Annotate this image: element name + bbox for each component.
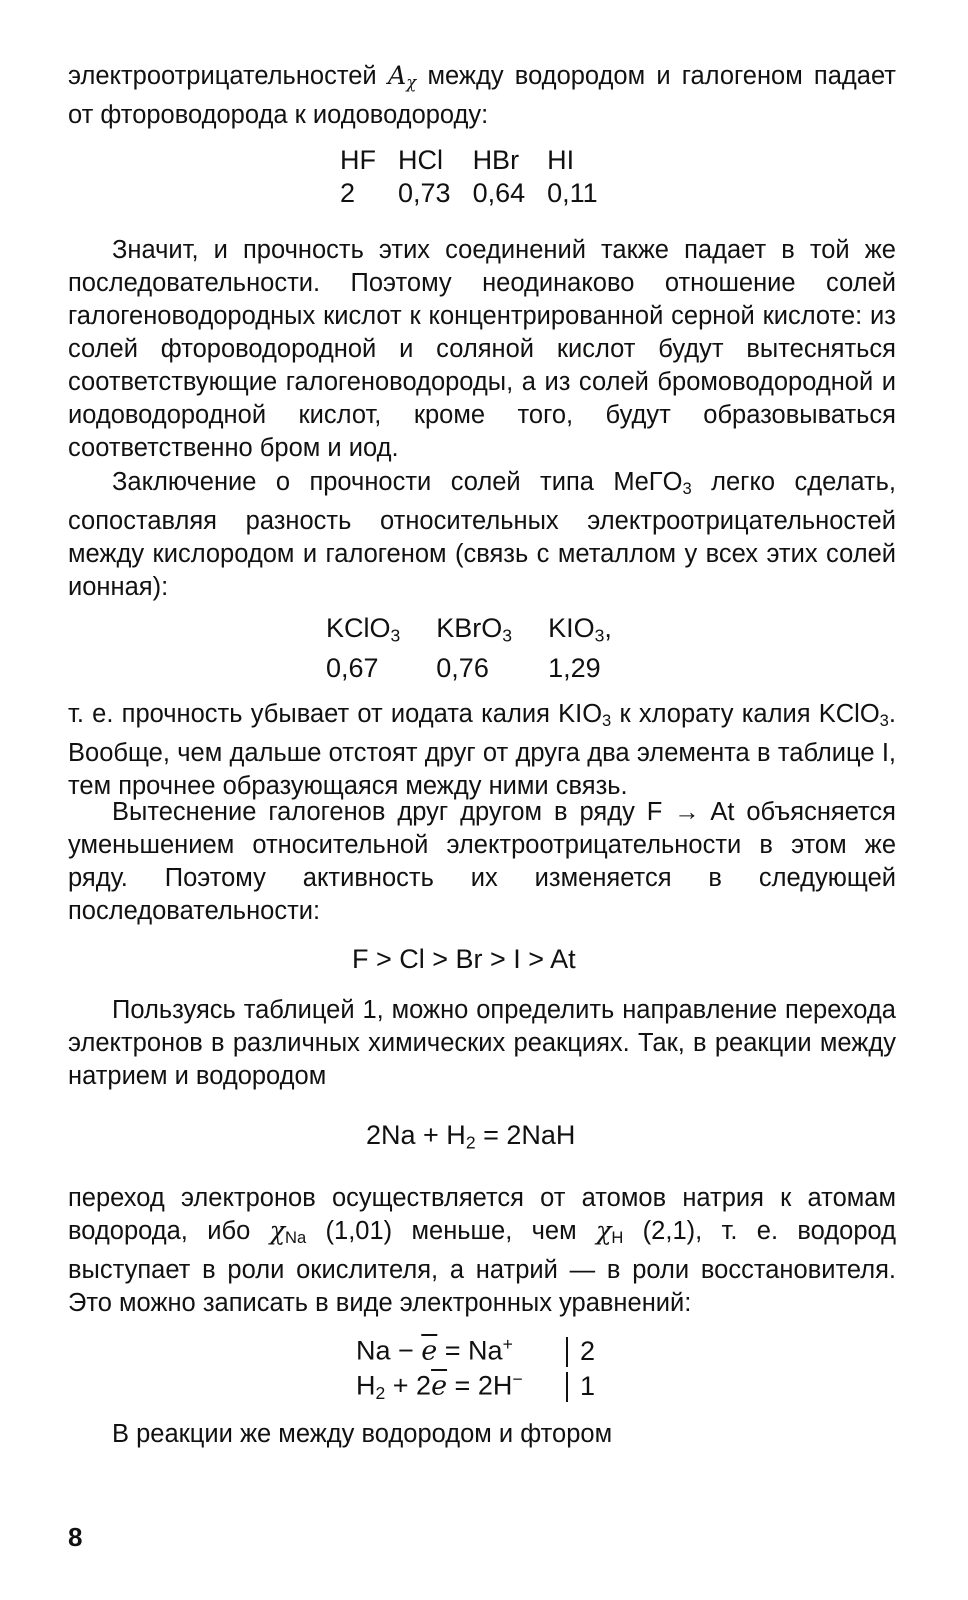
p4-subscript: 3 bbox=[602, 711, 612, 731]
hydrogen-halides-table bbox=[340, 144, 620, 210]
coefficient-divider bbox=[566, 1337, 568, 1367]
p3-text-after: легко сделать, сопоставляя разность относительных электроотрицательностей между кислородом и галогеном (связь с металлом у всех этих солей ионная): bbox=[68, 468, 896, 602]
paragraph-6: Пользуясь таблицей 1, можно определить направление перехода электронов в различных химических реакциях. Так, в реакции между натрием и водородом bbox=[68, 996, 896, 1090]
electron-equation bbox=[356, 1369, 566, 1404]
p7-text: (1,01) меньше, чем bbox=[306, 1217, 596, 1245]
charge-superscript: + bbox=[502, 1334, 513, 1354]
table-header-cell: HCl bbox=[398, 145, 443, 175]
table-value-cell: 1,29 bbox=[548, 653, 601, 684]
p7-text: (2,1), т. е. водород выступает в роли окислителя, а натрий — в роли восстановителя. Это можно записать в виде электронных уравнений: bbox=[68, 1217, 897, 1318]
table-value-cell: 0,64 bbox=[472, 178, 526, 208]
table-header-cell: HBr bbox=[472, 145, 520, 175]
paragraph-5 bbox=[68, 796, 896, 928]
p3-text: Заключение о прочности солей типа MeГO bbox=[112, 468, 683, 496]
table-value-cell: 0,11 bbox=[547, 178, 598, 208]
p4-text: к хлорату калия KClO bbox=[611, 700, 880, 728]
table-value-cell: 0,73 bbox=[398, 178, 451, 208]
paragraph-4 bbox=[68, 698, 896, 803]
eq-subscript: 2 bbox=[375, 1383, 386, 1404]
paragraph-1 bbox=[68, 60, 896, 132]
table-value-cell: 0,67 bbox=[326, 653, 379, 684]
charge-superscript: − bbox=[512, 1369, 523, 1389]
formula-cell bbox=[326, 612, 436, 652]
chi-subscript: H bbox=[611, 1228, 624, 1248]
p1-text-after: между водородом и галогеном падает от фтороводорода к иодоводороду: bbox=[68, 62, 896, 130]
electronegativity-subscript: χ bbox=[406, 73, 417, 93]
p4-subscript: 3 bbox=[879, 711, 889, 731]
reaction-left: 2Na + H bbox=[366, 1120, 466, 1150]
formula-subscript: 3 bbox=[502, 625, 513, 646]
table-row bbox=[340, 144, 620, 177]
electron-symbol: $\overline{e}$ bbox=[421, 1335, 438, 1367]
electron-equation-row bbox=[356, 1334, 595, 1369]
formula-cell bbox=[548, 612, 634, 652]
p7-text: переход электронов осуществляется от атомов натрия к атомам водорода, ибо bbox=[68, 1184, 896, 1245]
paragraph-7 bbox=[68, 1182, 896, 1320]
reaction-subscript: 2 bbox=[465, 1132, 476, 1153]
table-header-cell: HI bbox=[547, 145, 575, 175]
formula-subscript: 3 bbox=[594, 625, 605, 646]
table-row bbox=[340, 177, 620, 210]
p4-text: . Вообще, чем дальше отстоят друг от друга два элемента в таблице I, тем прочнее образующаяся между ними связь. bbox=[68, 700, 896, 801]
electron-equation-row bbox=[356, 1369, 595, 1404]
eq-part: Na − bbox=[356, 1335, 422, 1366]
table-header-cell: HF bbox=[340, 145, 376, 175]
chi-symbol: χ bbox=[595, 1216, 612, 1246]
formula-cell bbox=[436, 612, 548, 652]
electron-symbol: $\overline{e}$ bbox=[431, 1370, 448, 1402]
coefficient: 1 bbox=[580, 1370, 596, 1401]
electronegativity-symbol: A bbox=[387, 61, 407, 91]
salts-table bbox=[326, 612, 634, 685]
chi-subscript: Na bbox=[285, 1228, 307, 1248]
chi-symbol: χ bbox=[269, 1216, 286, 1246]
coefficient: 2 bbox=[580, 1335, 596, 1366]
reaction-right: = 2NaH bbox=[475, 1120, 576, 1150]
coefficient-divider bbox=[566, 1372, 568, 1402]
table-value-cell: 2 bbox=[340, 178, 356, 208]
formula-suffix: , bbox=[604, 613, 612, 643]
paragraph-3 bbox=[68, 466, 896, 604]
table-row bbox=[326, 612, 634, 652]
formula-base: KClO bbox=[326, 613, 391, 643]
page-number: 8 bbox=[68, 1522, 83, 1552]
table-value-cell: 0,76 bbox=[436, 653, 489, 684]
eq-part: H bbox=[356, 1370, 376, 1401]
formula-base: KBrO bbox=[436, 613, 503, 643]
halogen-series: F → At bbox=[646, 798, 735, 826]
table-row bbox=[326, 652, 634, 685]
p5-text: Вытеснение галогенов друг другом в ряду bbox=[112, 798, 647, 826]
paragraph-8: В реакции же между водородом и фтором bbox=[112, 1420, 613, 1448]
eq-part: = 2H bbox=[447, 1370, 513, 1401]
eq-part: + 2 bbox=[385, 1370, 432, 1401]
reaction-equation bbox=[366, 1118, 575, 1159]
activity-series-formula: F > Cl > Br > I > At bbox=[352, 944, 576, 974]
paragraph-2: Значит, и прочность этих соединений также падает в той же последовательности. Поэтому неодинаково отношение солей галогеноводородных кислот к концентрированной серной кислоте: из солей фтороводородной и соляной кислот будут вытесняться соответствующие галогеноводороды, а из солей бромоводородной и иодоводородной кислот, кроме того, будут образовываться соответственно бром и иод. bbox=[68, 236, 896, 462]
electron-equations bbox=[356, 1334, 595, 1404]
formula-subscript: 3 bbox=[390, 625, 401, 646]
p5-text: объясняется уменьшением относительной электроотрицательности в этом же ряду. Поэтому активность их изменяется в следующей последовательности: bbox=[68, 798, 896, 925]
p1-text: электроотрицательностей bbox=[68, 62, 388, 90]
formula-base: KIO bbox=[548, 613, 595, 643]
electron-equation bbox=[356, 1334, 566, 1367]
p4-text: т. е. прочность убывает от иодата калия KIO bbox=[68, 700, 603, 728]
eq-part: = Na bbox=[437, 1335, 503, 1366]
p3-subscript: 3 bbox=[682, 479, 692, 499]
